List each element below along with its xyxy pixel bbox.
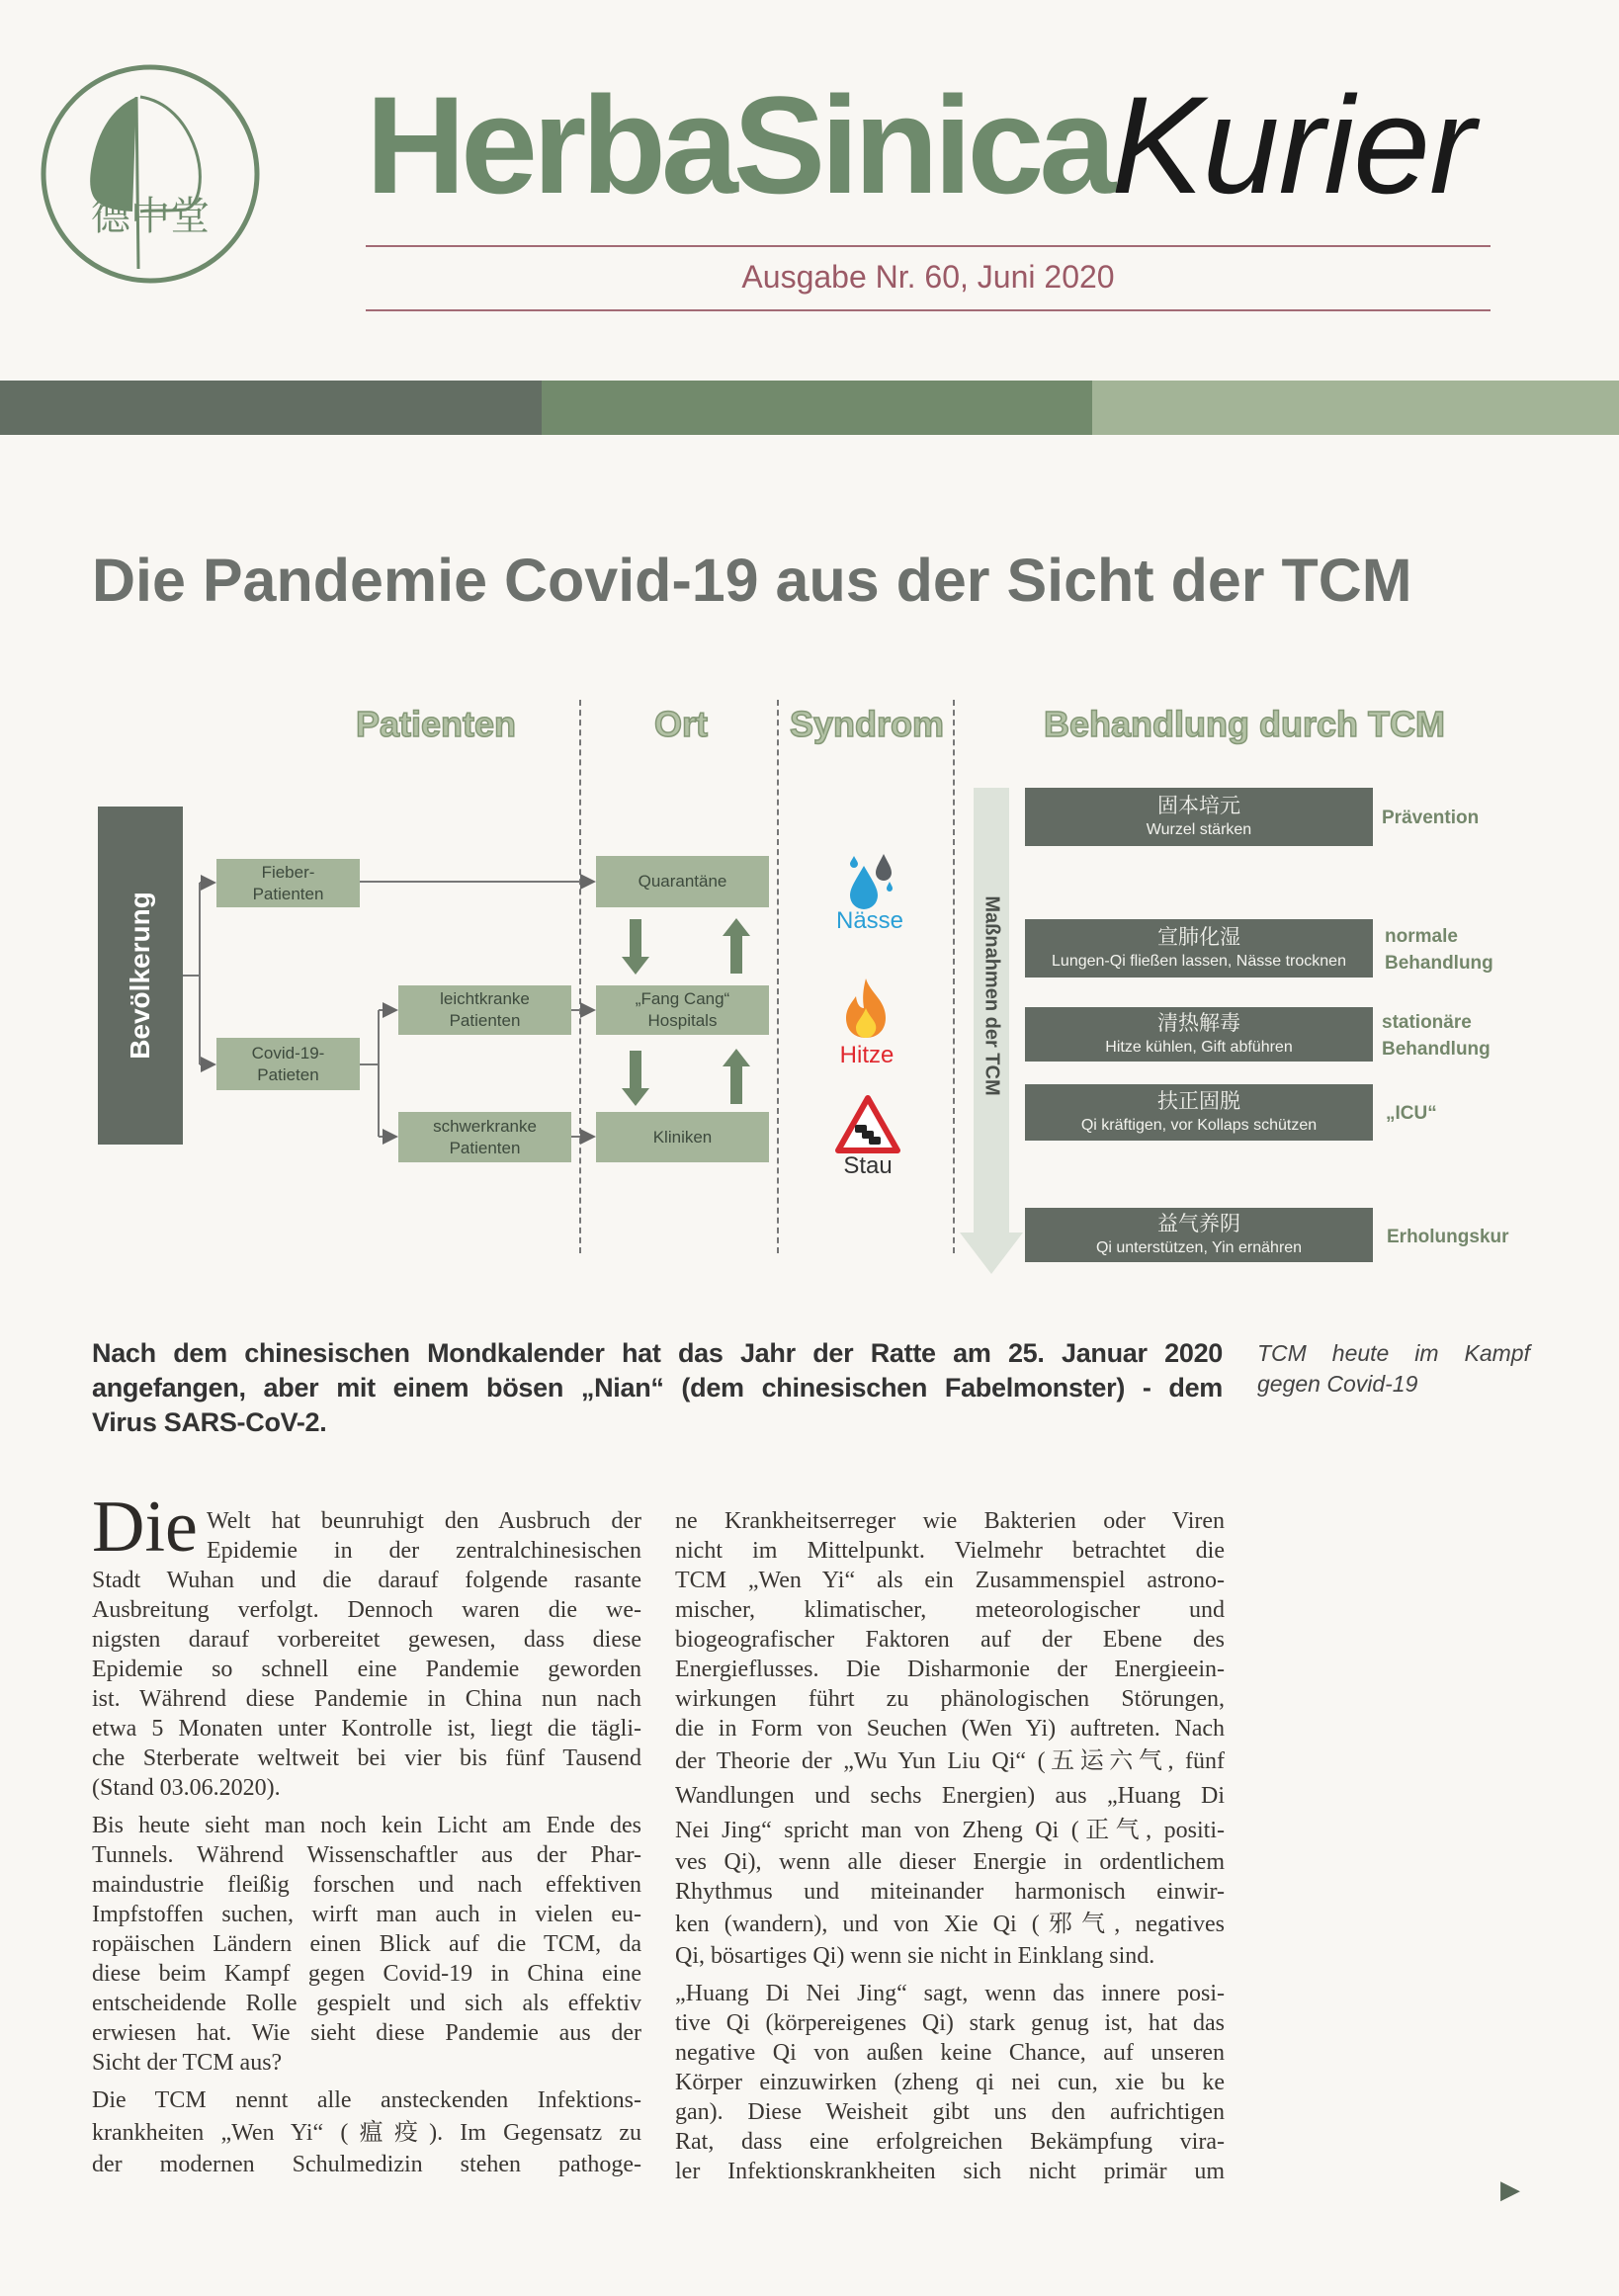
body-text-line: mischer, klimatischer, meteorologischer und xyxy=(675,1597,1225,1623)
body-text-line: Tunnels. Während Wissenschaftler aus der Phar- xyxy=(92,1842,641,1868)
body-text-line: biogeografischer Faktoren auf der Ebene des xyxy=(675,1627,1225,1653)
header-syndrom: Syndrom xyxy=(789,704,945,744)
box-leichtkranke: leichtkranke Patienten xyxy=(398,985,571,1035)
body-text-line: TCM „Wen Yi“ als ein Zusammenspiel astrono- xyxy=(675,1568,1225,1593)
box-fang-cang: „Fang Cang“ Hospitals xyxy=(596,985,769,1035)
treatment-label: „ICU“ xyxy=(1386,1103,1437,1124)
body-column-1 xyxy=(92,1506,641,2179)
treatment-label: Erholungskur xyxy=(1387,1227,1509,1247)
body-text-line: maindustrie fleißig forschen und nach effektiven xyxy=(92,1872,641,1898)
treatment-label: stationäre Behandlung xyxy=(1382,1012,1491,1060)
treatment-zh: 益气养阴 xyxy=(1157,1212,1240,1235)
body-text-line: Qi, bösartiges Qi) wenn sie nicht in Einklang sind. xyxy=(675,1943,1155,1969)
body-text-line: Impfstoffen suchen, wirft man auch in vielen eu- xyxy=(92,1902,641,1927)
treatment-label: Prävention xyxy=(1382,808,1480,828)
header-ort: Ort xyxy=(654,704,708,744)
arrow-down-icon xyxy=(622,1051,649,1106)
population-label: Bevölkerung xyxy=(125,892,156,1060)
body-text-line: die in Form von Seuchen (Wen Yi) auftreten. Nach xyxy=(675,1716,1225,1742)
body-text-line: Welt hat beunruhigt den Ausbruch der xyxy=(207,1508,641,1534)
body-text-line: nigsten darauf vorbereitet gewesen, dass diese xyxy=(92,1627,641,1653)
syndrom-hitze: Hitze xyxy=(839,1042,895,1068)
body-text-line: Nei Jing“ spricht man von Zheng Qi (正气, positi- xyxy=(675,1818,1225,1843)
arrow-up-icon xyxy=(723,1049,750,1104)
body-column-2 xyxy=(675,1506,1225,2186)
lead-paragraph xyxy=(92,1336,1223,1440)
body-text-line: ne Krankheitserreger wie Bakterien oder Viren xyxy=(675,1508,1225,1534)
treatment-box xyxy=(1025,1208,1373,1262)
body-text-line: der modernen Schulmedizin stehen pathoge- xyxy=(92,2152,641,2177)
treatment-label: normale Behandlung xyxy=(1385,926,1493,974)
body-text-line: der Theorie der „Wu Yun Liu Qi“ (五运六气, fünf xyxy=(675,1748,1225,1774)
caption-line: TCM heute im Kampf xyxy=(1257,1340,1530,1366)
treatment-zh: 扶正固脱 xyxy=(1157,1089,1240,1113)
header-patienten: Patienten xyxy=(355,704,517,744)
body-text-line: „Huang Di Nei Jing“ sagt, wenn das innere posi- xyxy=(675,1981,1225,2006)
box-schwerkranke: schwerkranke Patienten xyxy=(398,1112,571,1162)
treatment-zh: 清热解毒 xyxy=(1157,1011,1240,1035)
drop-cap: Die xyxy=(92,1487,198,1568)
treatment-box xyxy=(1025,919,1373,978)
body-text-line: Die TCM nennt alle ansteckenden Infektions- xyxy=(92,2087,641,2113)
treatment-zh: 固本培元 xyxy=(1157,794,1240,817)
logo-characters: 德中堂 xyxy=(91,194,210,239)
box-quarantaene: Quarantäne xyxy=(596,856,769,907)
lead-line: Nach dem chinesischen Mondkalender hat das Jahr der Ratte am 25. Januar 2020 xyxy=(92,1338,1223,1368)
body-text-line: Ausbreitung verfolgt. Dennoch waren die we- xyxy=(92,1597,641,1623)
box-kliniken: Kliniken xyxy=(596,1112,769,1162)
body-text-line: erwiesen hat. Wie sieht diese Pandemie aus der xyxy=(92,2020,641,2046)
body-text-line: gan). Diese Weisheit gibt uns den aufrichtigen xyxy=(675,2099,1225,2125)
lead-line: angefangen, aber mit einem bösen „Nian“ (dem chinesischen Fabelmonster) - dem xyxy=(92,1373,1223,1403)
body-text-line: che Sterberate weltweit bei vier bis fünf Tausend xyxy=(92,1745,641,1771)
body-text-line: wirkungen führt zu phänologischen Störungen, xyxy=(675,1686,1225,1712)
title-herbasinica: HerbaSinica xyxy=(366,67,1112,222)
body-text-line: Rhythmus und miteinander harmonisch einwir- xyxy=(675,1879,1225,1905)
body-text-line: ist. Während diese Pandemie in China nun nach xyxy=(92,1686,641,1712)
figure-caption xyxy=(1257,1338,1530,1400)
treatment-de: Wurzel stärken xyxy=(1146,820,1252,838)
treatment-de: Hitze kühlen, Gift abführen xyxy=(1105,1038,1293,1056)
body-text-line: entscheidende Rolle gespielt und sich als effektiv xyxy=(92,1991,641,2016)
lead-line: Virus SARS-CoV-2. xyxy=(92,1407,327,1437)
treatment-de: Qi kräftigen, vor Kollaps schützen xyxy=(1080,1116,1318,1134)
body-text-line: tive Qi (körpereigenes Qi) stark genug ist, hat das xyxy=(675,2010,1225,2036)
body-text-line: diese beim Kampf gegen Covid-19 in China eine xyxy=(92,1961,641,1987)
body-text-line: Epidemie in der zentralchinesischen xyxy=(207,1538,641,1564)
body-text-line: etwa 5 Monaten unter Kontrolle ist, liegt die tägli- xyxy=(92,1716,641,1742)
treatment-box xyxy=(1025,1084,1373,1141)
body-text-line: Körper einzuwirken (zheng qi nei cun, xie bu ke xyxy=(675,2070,1225,2095)
body-text-line: Bis heute sieht man noch kein Licht am Ende des xyxy=(92,1813,641,1838)
body-text-line: krankheiten „Wen Yi“ (瘟疫). Im Gegensatz zu xyxy=(92,2120,641,2146)
article-headline: Die Pandemie Covid-19 aus der Sicht der TCM xyxy=(92,547,1412,614)
body-text-line: ropäischen Ländern einen Blick auf die TCM, da xyxy=(92,1931,641,1957)
box-fieber-patienten: Fieber- Patienten xyxy=(216,859,360,907)
body-text-line: negative Qi von außen keine Chance, auf unseren xyxy=(675,2040,1225,2066)
caption-line: gegen Covid-19 xyxy=(1257,1371,1418,1397)
body-text-line: ken (wandern), und von Xie Qi (邪气, negatives xyxy=(675,1912,1225,1937)
body-text-line: Sicht der TCM aus? xyxy=(92,2050,283,2076)
treatment-de: Qi unterstützen, Yin ernähren xyxy=(1095,1238,1303,1256)
body-text-line: Energieflusses. Die Disharmonie der Energieein- xyxy=(675,1657,1225,1682)
play-triangle-icon[interactable]: ▶ xyxy=(1500,2174,1520,2204)
body-text-line: Rat, dass eine erfolgreichen Bekämpfung vira- xyxy=(675,2129,1225,2155)
treatment-box xyxy=(1025,788,1373,846)
treatment-de: Lungen-Qi fließen lassen, Nässe trocknen xyxy=(1052,952,1346,970)
treatment-zh: 宣肺化湿 xyxy=(1157,925,1240,949)
body-text-line: ves Qi), wenn alle dieser Energie in ordentlichem xyxy=(675,1849,1225,1875)
treatment-box xyxy=(1025,1007,1373,1062)
box-covid-patienten: Covid-19- Patieten xyxy=(216,1038,360,1090)
syndrom-naesse: Nässe xyxy=(835,907,904,934)
fire-icon xyxy=(840,978,892,1040)
measures-label-container xyxy=(974,788,1009,1203)
measures-label: Maßnahmen der TCM xyxy=(980,894,1003,1096)
header-behandlung: Behandlung durch TCM xyxy=(1044,704,1445,744)
body-text-line: Epidemie so schnell eine Pandemie geworden xyxy=(92,1657,641,1682)
population-box xyxy=(98,807,183,1145)
issue-label: Ausgabe Nr. 60, Juni 2020 xyxy=(741,259,1115,295)
arrow-up-icon xyxy=(723,918,750,974)
body-text-line: (Stand 03.06.2020). xyxy=(92,1775,281,1801)
water-drops-icon xyxy=(842,852,901,911)
body-text-line: nicht im Mittelpunkt. Vielmehr betrachtet die xyxy=(675,1538,1225,1564)
traffic-jam-sign-icon xyxy=(835,1095,900,1154)
body-text-line: ler Infektionskrankheiten sich nicht primär um xyxy=(675,2159,1225,2184)
body-text-line: Stadt Wuhan und die darauf folgende rasante xyxy=(92,1568,641,1593)
arrow-down-icon xyxy=(622,919,649,975)
syndrom-stau: Stau xyxy=(843,1152,893,1179)
body-text-line: Wandlungen und sechs Energien) aus „Huang Di xyxy=(675,1783,1225,1809)
title-kurier: Kurier xyxy=(1111,67,1475,222)
